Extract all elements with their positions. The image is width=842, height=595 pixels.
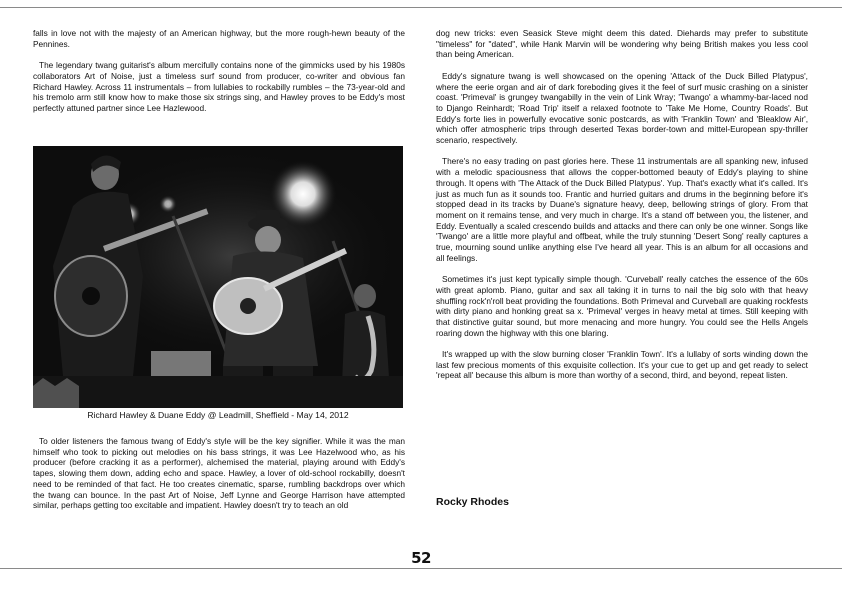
left-column-bottom xyxy=(33,436,405,522)
bottom-rule xyxy=(0,568,842,569)
left-para-2: The legendary twang guitarist's album mercifully contains none of the gimmicks used by his 1980s collaborators Art of Noise, just a timeless surf sound from producer, co-writer and obvious fan Richard Hawley. Across 11 instrumentals – from lullabies to rockabilly rumbles – the 73-year-old and his tremolo arm still know how to make those six strings sing, and Hawley proves to be Eddy's most perfectly attuned partner since Lee Hazlewood. xyxy=(33,60,405,113)
page-number: 52 xyxy=(411,549,431,567)
left-para-3: To older listeners the famous twang of Eddy's style will be the key signifier. While it was the man himself who took to picking out melodies on his bass strings, it was Lee Hazelwood who, as his producer (before cracking it as a performer), alchemised the material, playing around with Eddy's tapes, slowing them down, adding echo and space. Hawley, a lover of old-school rockabilly, doesn't need to be reminded of that fact. He too creates cinematic, sparse, rumbling backdrops over which the twang can bounce. In the past Art of Noise, Jeff Lynne and George Harrison have attempted similar, perhaps getting too excitable and impatient. Hawley doesn't try to teach an old xyxy=(33,436,405,511)
concert-photo-illustration xyxy=(33,146,403,408)
right-para-4: Sometimes it's just kept typically simple though. 'Curveball' really catches the essence of the 60s with great aplomb. Piano, guitar and sax all taking it in turns to nail the big solo with that heavy shuffling rock'n'roll beat providing the foundations. Both Primeval and Curveball are quaking rockfests with dirty piano and honking great sa x. 'Primeval' verges in heavy metal at times. Still keeping with that distinctive guitar sound, but more menacing and more hungry. You could see the Hells Angels roaring down the highway with this one blaring. xyxy=(436,274,808,338)
right-para-3: There's no easy trading on past glories here. These 11 instrumentals are all spanking new, infused with a melodic spaciousness that allows the copper-bottomed beauty of Eddy's playing to shine through. It opens with 'The Attack of the Duck Billed Platypus'. Yup. That's exactly what it's called. It's just as much fun as it sounds too. Frantic and hurried guitars and drums in the beginning before it's stopped dead in its tracks by Duane's signature heavy, deep, bellowing strings of glory. From that moment on it remains tense, and very much in charge. It's a stand off between you, the listener, and Eddy. Eventually a scaled crescendo builds and attacks and there can only be one winner. Songs like 'Twango' are a little more playful and offbeat, while the truly stunning 'Desert Song' really captures a true, mourning sound unlike anything else I've heard all year. This is an album for all occasions and all feelings. xyxy=(436,156,808,263)
right-para-5: It's wrapped up with the slow burning closer 'Franklin Town'. It's a lullaby of sorts winding down the last few precious moments of this exquisite collection. It's your cue to get up and get ready to select 'repeat all' because this album is more than worthy of a second, third, and beyond, repeat listen. xyxy=(436,349,808,381)
left-column-top xyxy=(33,28,405,124)
right-para-1: dog new tricks: even Seasick Steve might deem this dated. Diehards may prefer to substitute "timeless" for "dated", while Hank Marvin will be wondering why being British makes you less cool than being American. xyxy=(436,28,808,60)
right-column xyxy=(436,28,808,392)
right-para-2: Eddy's signature twang is well showcased on the opening 'Attack of the Duck Billed Platypus', where the eerie organ and air of dark foreboding gives it the feel of surf music crashing on a sinister coast. 'Primeval' is grungey twangabilly in the vein of Link Wray; 'Twango' a whammy-bar-laced nod to Django Reinhardt; 'Road Trip' itself a relaxed footnote to 'Take Me Home, Country Roads'. But Eddy's forte lies in powerfully evocative sonic postcards, as with 'Franklin Town' and 'Bleaklow Air', which offer atmospheric trips through deserted Texas border-town and mittel-European spy-thriller scenario, respectively. xyxy=(436,70,808,146)
left-para-1: falls in love not with the majesty of an American highway, but the more rough-hewn beauty of the Pennines. xyxy=(33,28,405,49)
top-rule xyxy=(0,7,842,8)
concert-photo xyxy=(33,146,403,408)
author-byline: Rocky Rhodes xyxy=(436,496,509,508)
photo-caption: Richard Hawley & Duane Eddy @ Leadmill, Sheffield - May 14, 2012 xyxy=(87,410,349,420)
